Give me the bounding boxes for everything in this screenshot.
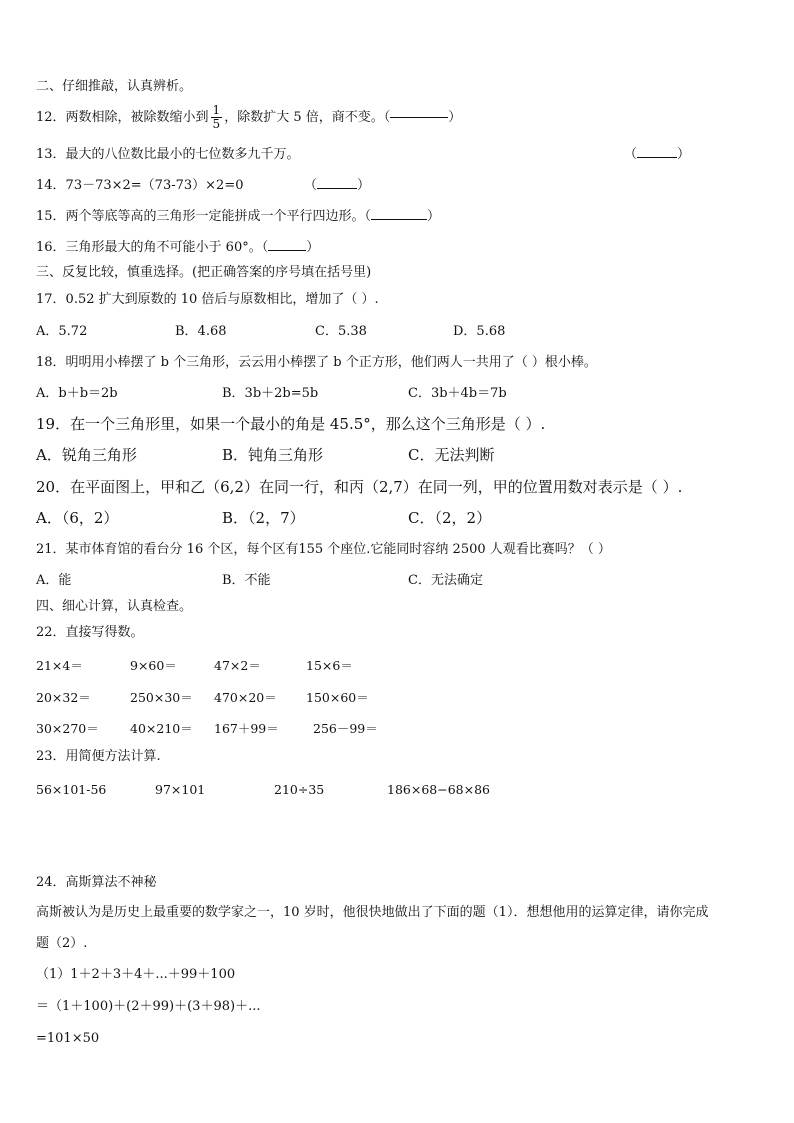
q20-option-b[interactable]: B．（2，7）: [222, 509, 305, 527]
question-23-title: 23．用简便方法计算.: [36, 749, 161, 764]
q22-row1-item3: 47×2＝: [214, 658, 261, 673]
q24-paragraph-line1: 高斯被认为是历史上最重要的数学家之一，10 岁时，他很快地做出了下面的题（1）．想想他用的运算定律，请你完成: [36, 905, 709, 920]
q18-option-a[interactable]: A．b＋b＝2b: [36, 386, 118, 401]
question-24-title: 24．高斯算法不神秘: [36, 875, 157, 890]
question-21-stem: 21．某市体育馆的看台分 16 个区，每个区有155 个座位.它能同时容纳 2500 人观看比赛吗？（ ）: [36, 542, 611, 557]
q13-open-paren: （: [624, 147, 638, 162]
q19-option-b[interactable]: B．钝角三角形: [222, 446, 324, 464]
question-14: [36, 179, 244, 192]
question-12: [36, 100, 461, 134]
section-2-heading: 二、仔细推敲，认真辨析。: [36, 79, 193, 94]
q12-answer-blank[interactable]: [390, 117, 448, 118]
q14-answer: [304, 179, 370, 192]
q14-answer-blank[interactable]: [317, 188, 357, 189]
q20-option-c[interactable]: C．（2，2）: [408, 509, 492, 527]
section-3-heading: 三、反复比较，慎重选择。(把正确答案的序号填在括号里): [36, 265, 372, 280]
q23-item4: 186×68−68×86: [387, 782, 490, 797]
q12-close-paren: ）: [448, 109, 462, 125]
q17-option-b[interactable]: B．4.68: [175, 324, 227, 339]
section-4-heading: 四、细心计算，认真检查。: [36, 599, 193, 614]
q18-option-c[interactable]: C．3b＋4b＝7b: [408, 386, 507, 401]
q22-row1-item1: 21×4＝: [36, 658, 83, 673]
q17-option-a[interactable]: A．5.72: [36, 324, 88, 339]
q22-row3-item4: 256－99＝: [313, 721, 378, 736]
question-19-stem: 19．在一个三角形里，如果一个最小的角是 45.5°，那么这个三角形是（ ）.: [36, 415, 546, 433]
question-16: [36, 241, 319, 254]
question-18-stem: 18．明明用小棒摆了 b 个三角形，云云用小棒摆了 b 个正方形，他们两人一共用了（ ）根小棒。: [36, 355, 597, 370]
q15-close-paren: ）: [427, 209, 441, 224]
question-13: [36, 148, 300, 161]
question-22-title: 22．直接写得数。: [36, 625, 144, 640]
q14-open-paren: （: [304, 178, 318, 193]
q17-option-c[interactable]: C．5.38: [315, 324, 367, 339]
q19-option-c[interactable]: C．无法判断: [408, 446, 495, 464]
q22-row3-item2: 40×210＝: [130, 721, 193, 736]
fraction-denominator: 5: [212, 116, 221, 131]
q12-text-pre: 12．两数相除，被除数缩小到: [36, 109, 209, 125]
q23-item1: 56×101-56: [36, 782, 107, 797]
q22-row1-item4: 15×6＝: [306, 658, 353, 673]
q12-text-post: ，除数扩大 5 倍，商不变。（: [224, 109, 391, 125]
q22-row2-item2: 250×30＝: [130, 690, 193, 705]
q24-equation-line2: ＝（1＋100)＋(2＋99)＋(3＋98)＋...: [36, 999, 261, 1014]
q23-item3: 210÷35: [274, 782, 325, 797]
q22-row2-item3: 470×20＝: [214, 690, 277, 705]
q22-row2-item4: 150×60＝: [306, 690, 369, 705]
q20-option-a[interactable]: A．（6，2）: [36, 509, 119, 527]
q24-equation-line3: =101×50: [36, 1031, 100, 1046]
q22-row3-item1: 30×270＝: [36, 721, 99, 736]
q22-row3-item3: 167＋99＝: [214, 721, 279, 736]
question-20-stem: 20．在平面图上，甲和乙（6,2）在同一行，和丙（2,7）在同一列，甲的位置用数对表示是（ ）.: [36, 478, 683, 496]
q13-answer: [624, 148, 690, 161]
q15-answer-blank[interactable]: [371, 219, 427, 220]
q22-row2-item1: 20×32＝: [36, 690, 91, 705]
q16-close-paren: ）: [306, 240, 320, 255]
q23-item2: 97×101: [155, 782, 206, 797]
q21-option-c[interactable]: C．无法确定: [408, 573, 483, 588]
q15-text: 15．两个等底等高的三角形一定能拼成一个平行四边形。（: [36, 209, 372, 224]
q14-text: 14．73－73×2=（73-73）×2=0: [36, 178, 244, 193]
q22-row1-item2: 9×60＝: [130, 658, 177, 673]
question-17-stem: 17．0.52 扩大到原数的 10 倍后与原数相比，增加了（ ）.: [36, 292, 379, 307]
fraction-numerator: 1: [212, 102, 221, 117]
q14-close-paren: ）: [357, 178, 371, 193]
q21-option-b[interactable]: B．不能: [222, 573, 271, 588]
q13-text: 13．最大的八位数比最小的七位数多九千万。: [36, 147, 300, 162]
q13-answer-blank[interactable]: [637, 157, 677, 158]
q19-option-a[interactable]: A．锐角三角形: [36, 446, 137, 464]
q24-paragraph-line2: 题（2）.: [36, 936, 88, 951]
q16-text: 16．三角形最大的角不可能小于 60°。（: [36, 240, 269, 255]
q13-close-paren: ）: [677, 147, 691, 162]
q21-option-a[interactable]: A．能: [36, 573, 72, 588]
q18-option-b[interactable]: B．3b＋2b=5b: [222, 386, 319, 401]
q16-answer-blank[interactable]: [268, 250, 306, 251]
q24-equation-line1: （1）1＋2＋3＋4＋...＋99＋100: [36, 967, 236, 982]
q17-option-d[interactable]: D．5.68: [453, 324, 506, 339]
question-15: [36, 210, 440, 223]
fraction-one-fifth: [211, 104, 223, 130]
